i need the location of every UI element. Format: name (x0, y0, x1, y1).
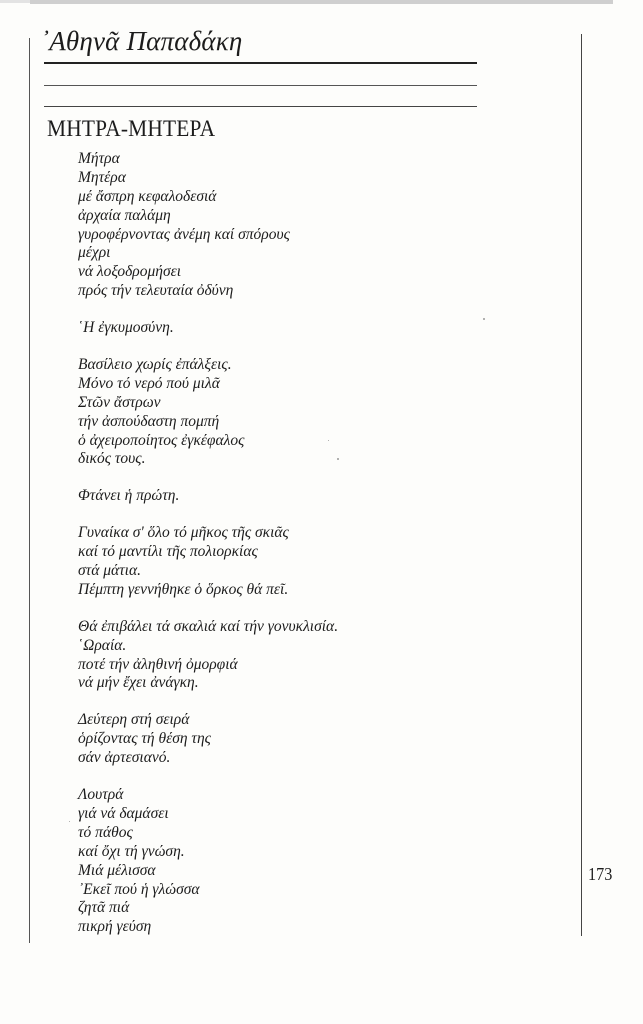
poem-line: τό πάθος (78, 823, 133, 841)
stanza (78, 319, 558, 338)
poem-line: πικρή γεύση (78, 918, 152, 936)
stanza (78, 356, 558, 469)
poem-line: Φτάνει ἡ πρώτη. (78, 487, 180, 505)
stanza (78, 487, 558, 506)
stanza-gap (78, 469, 558, 487)
poem-line: Μόνο τό νερό πού μιλᾶ (78, 374, 220, 392)
poem-line: Βασίλειο χωρίς ἐπάλξεις. (78, 356, 232, 374)
poem-line: ῾Η ἐγκυμοσύνη. (78, 319, 174, 337)
poem-line: νά λοξοδρομήσει (78, 263, 182, 281)
header-rule (44, 85, 477, 86)
right-margin-rule (581, 34, 582, 936)
poem-line: ἀρχαία παλάμη (78, 206, 171, 224)
poem-line: μέ ἄσπρη κεφαλοδεσιά (78, 187, 217, 205)
stanza-gap (78, 506, 558, 524)
poem-line: καί ὄχι τή γνώση. (78, 842, 185, 860)
stanza-gap (78, 693, 558, 711)
page-edge-shadow (30, 0, 613, 4)
poem-line: γυροφέρνοντας ἀνέμη καί σπόρους (78, 225, 290, 243)
poem-line: Μητέρα (78, 168, 126, 186)
poem-line: ὁρίζοντας τή θέση της (78, 730, 211, 748)
page-number: 173 (588, 864, 613, 884)
poem-line: Λουτρά (78, 786, 124, 804)
left-margin-rule (29, 38, 30, 943)
poem-line: καί τό μαντίλι τῆς πολιορκίας (78, 543, 258, 561)
scan-speck (483, 318, 485, 320)
header-rule (44, 62, 477, 64)
poem-line: Στῶν ἄστρων (78, 393, 161, 411)
stanza-gap (78, 600, 558, 618)
poem-line: πρός τήν τελευταία ὀδύνη (78, 282, 234, 300)
poem-line: Μήτρα (78, 150, 120, 167)
poem-line: σάν ἀρτεσιανό. (78, 749, 171, 767)
header-rule (44, 106, 477, 107)
scan-speck (337, 458, 339, 460)
poem-line: ᾽Εκεῖ πού ἡ γλώσσα (78, 880, 200, 898)
poem-line: Θά ἐπιβάλει τά σκαλιά καί τήν γονυκλισία. (78, 617, 339, 635)
poem-line: ῾Ωραία. (78, 636, 127, 654)
poem-line: Γυναίκα σ' ὅλο τό μῆκος τῆς σκιᾶς (78, 524, 289, 542)
stanza (78, 786, 558, 937)
stanza (78, 618, 558, 694)
scan-speck (328, 440, 329, 441)
poem-line: ὁ ἀχειροποίητος ἐγκέφαλος (78, 431, 245, 449)
stanza-gap (78, 768, 558, 786)
page-edge-shadow (0, 0, 30, 3)
author-heading: ᾽Αθηνᾶ Παπαδάκη (40, 26, 243, 56)
poem-line: Πέμπτη γεννήθηκε ὁ ὅρκος θά πεῖ. (78, 580, 289, 598)
poem-line: μέχρι (78, 244, 111, 262)
stanza (78, 150, 558, 301)
poem-line: Μιά μέλισσα (78, 861, 156, 879)
poem-line: Δεύτερη στή σειρά (78, 711, 190, 729)
poem-line: τήν ἀσπούδαστη πομπή (78, 412, 220, 430)
poem-line: στά μάτια. (78, 562, 141, 580)
poem-body (78, 150, 558, 937)
poem-line: ποτέ τήν ἀληθινή ὀμορφιά (78, 655, 238, 673)
scan-speck (69, 821, 70, 822)
poem-line: νά μήν ἔχει ἀνάγκη. (78, 674, 199, 692)
stanza-gap (78, 301, 558, 319)
stanza-gap (78, 338, 558, 356)
poem-line: δικός τους. (78, 450, 146, 468)
poem-line: ζητᾶ πιά (78, 899, 130, 917)
poem-line: γιά νά δαμάσει (78, 804, 169, 822)
poem-title: ΜΗΤΡΑ-ΜΗΤΕΡΑ (47, 116, 216, 141)
stanza (78, 711, 558, 768)
stanza (78, 524, 558, 600)
